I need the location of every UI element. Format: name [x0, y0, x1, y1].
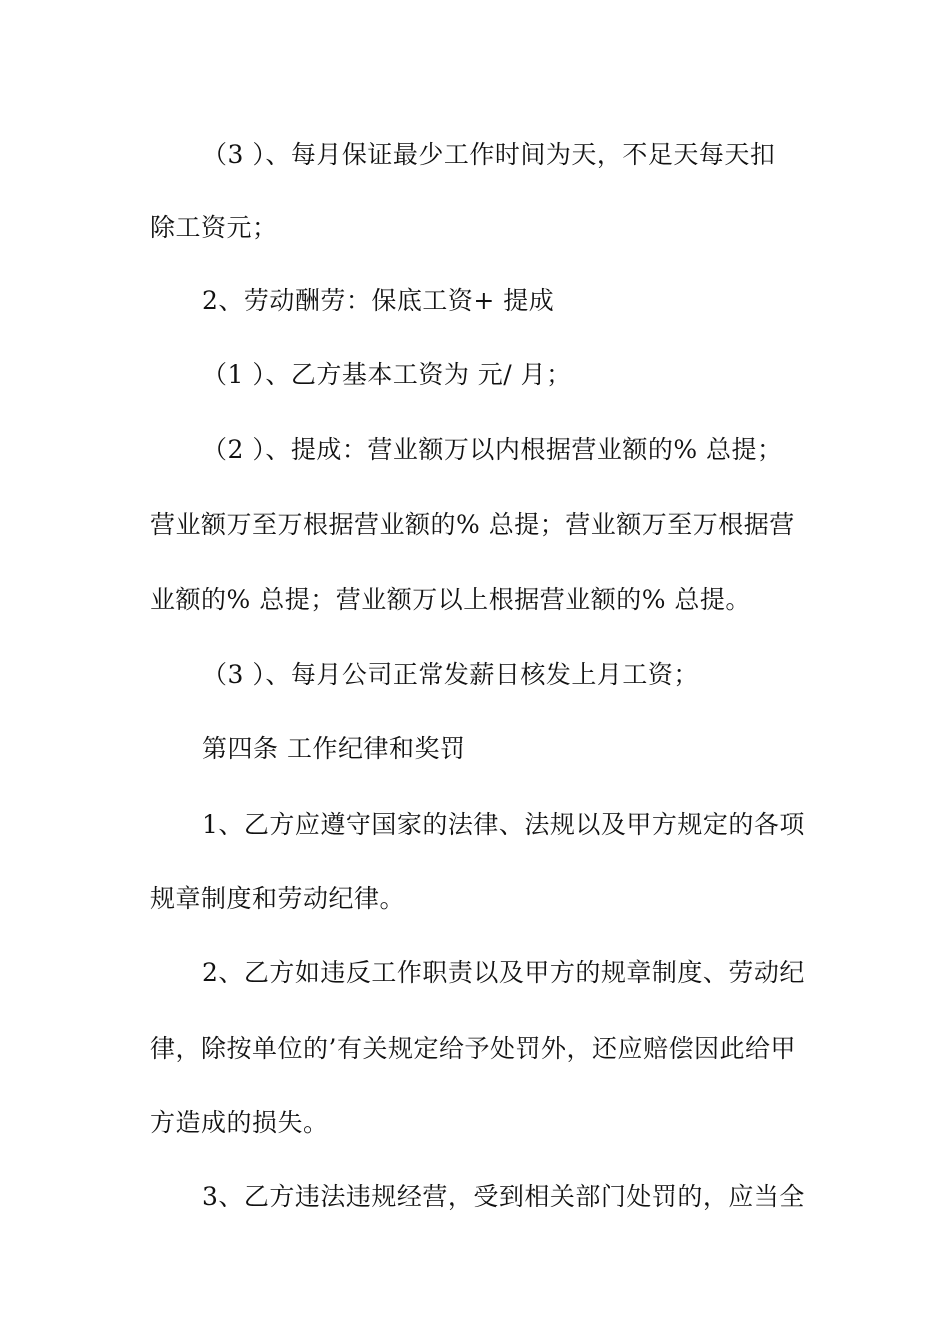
section-heading: 第四条 工作纪律和奖罚: [202, 734, 466, 763]
paragraph-line: （1 ）、乙方基本工资为 元/ 月；: [202, 360, 572, 389]
paragraph-line: 1、乙方应遵守国家的法律、法规以及甲方规定的各项: [202, 810, 805, 839]
paragraph-line: 2、乙方如违反工作职责以及甲方的规章制度、劳动纪: [202, 958, 805, 987]
paragraph-line: （3 ）、每月保证最少工作时间为天，不足天每天扣: [202, 140, 776, 169]
paragraph-line: 律，除按单位的’有关规定给予处罚外，还应赔偿因此给甲: [150, 1034, 796, 1063]
paragraph-line: 业额的% 总提；营业额万以上根据营业额的% 总提。: [150, 585, 751, 614]
paragraph-line: 除工资元；: [150, 213, 278, 242]
paragraph-line: 3、乙方违法违规经营，受到相关部门处罚的，应当全: [202, 1182, 805, 1211]
paragraph-line: （3 ）、每月公司正常发薪日核发上月工资；: [202, 660, 699, 689]
paragraph-line: 方造成的损失。: [150, 1108, 329, 1137]
paragraph-line: 2、劳动酬劳：保底工资+ 提成: [202, 286, 555, 315]
paragraph-line: （2 ）、提成：营业额万以内根据营业额的% 总提；: [202, 435, 783, 464]
paragraph-line: 规章制度和劳动纪律。: [150, 884, 406, 913]
paragraph-line: 营业额万至万根据营业额的% 总提；营业额万至万根据营: [150, 510, 795, 539]
